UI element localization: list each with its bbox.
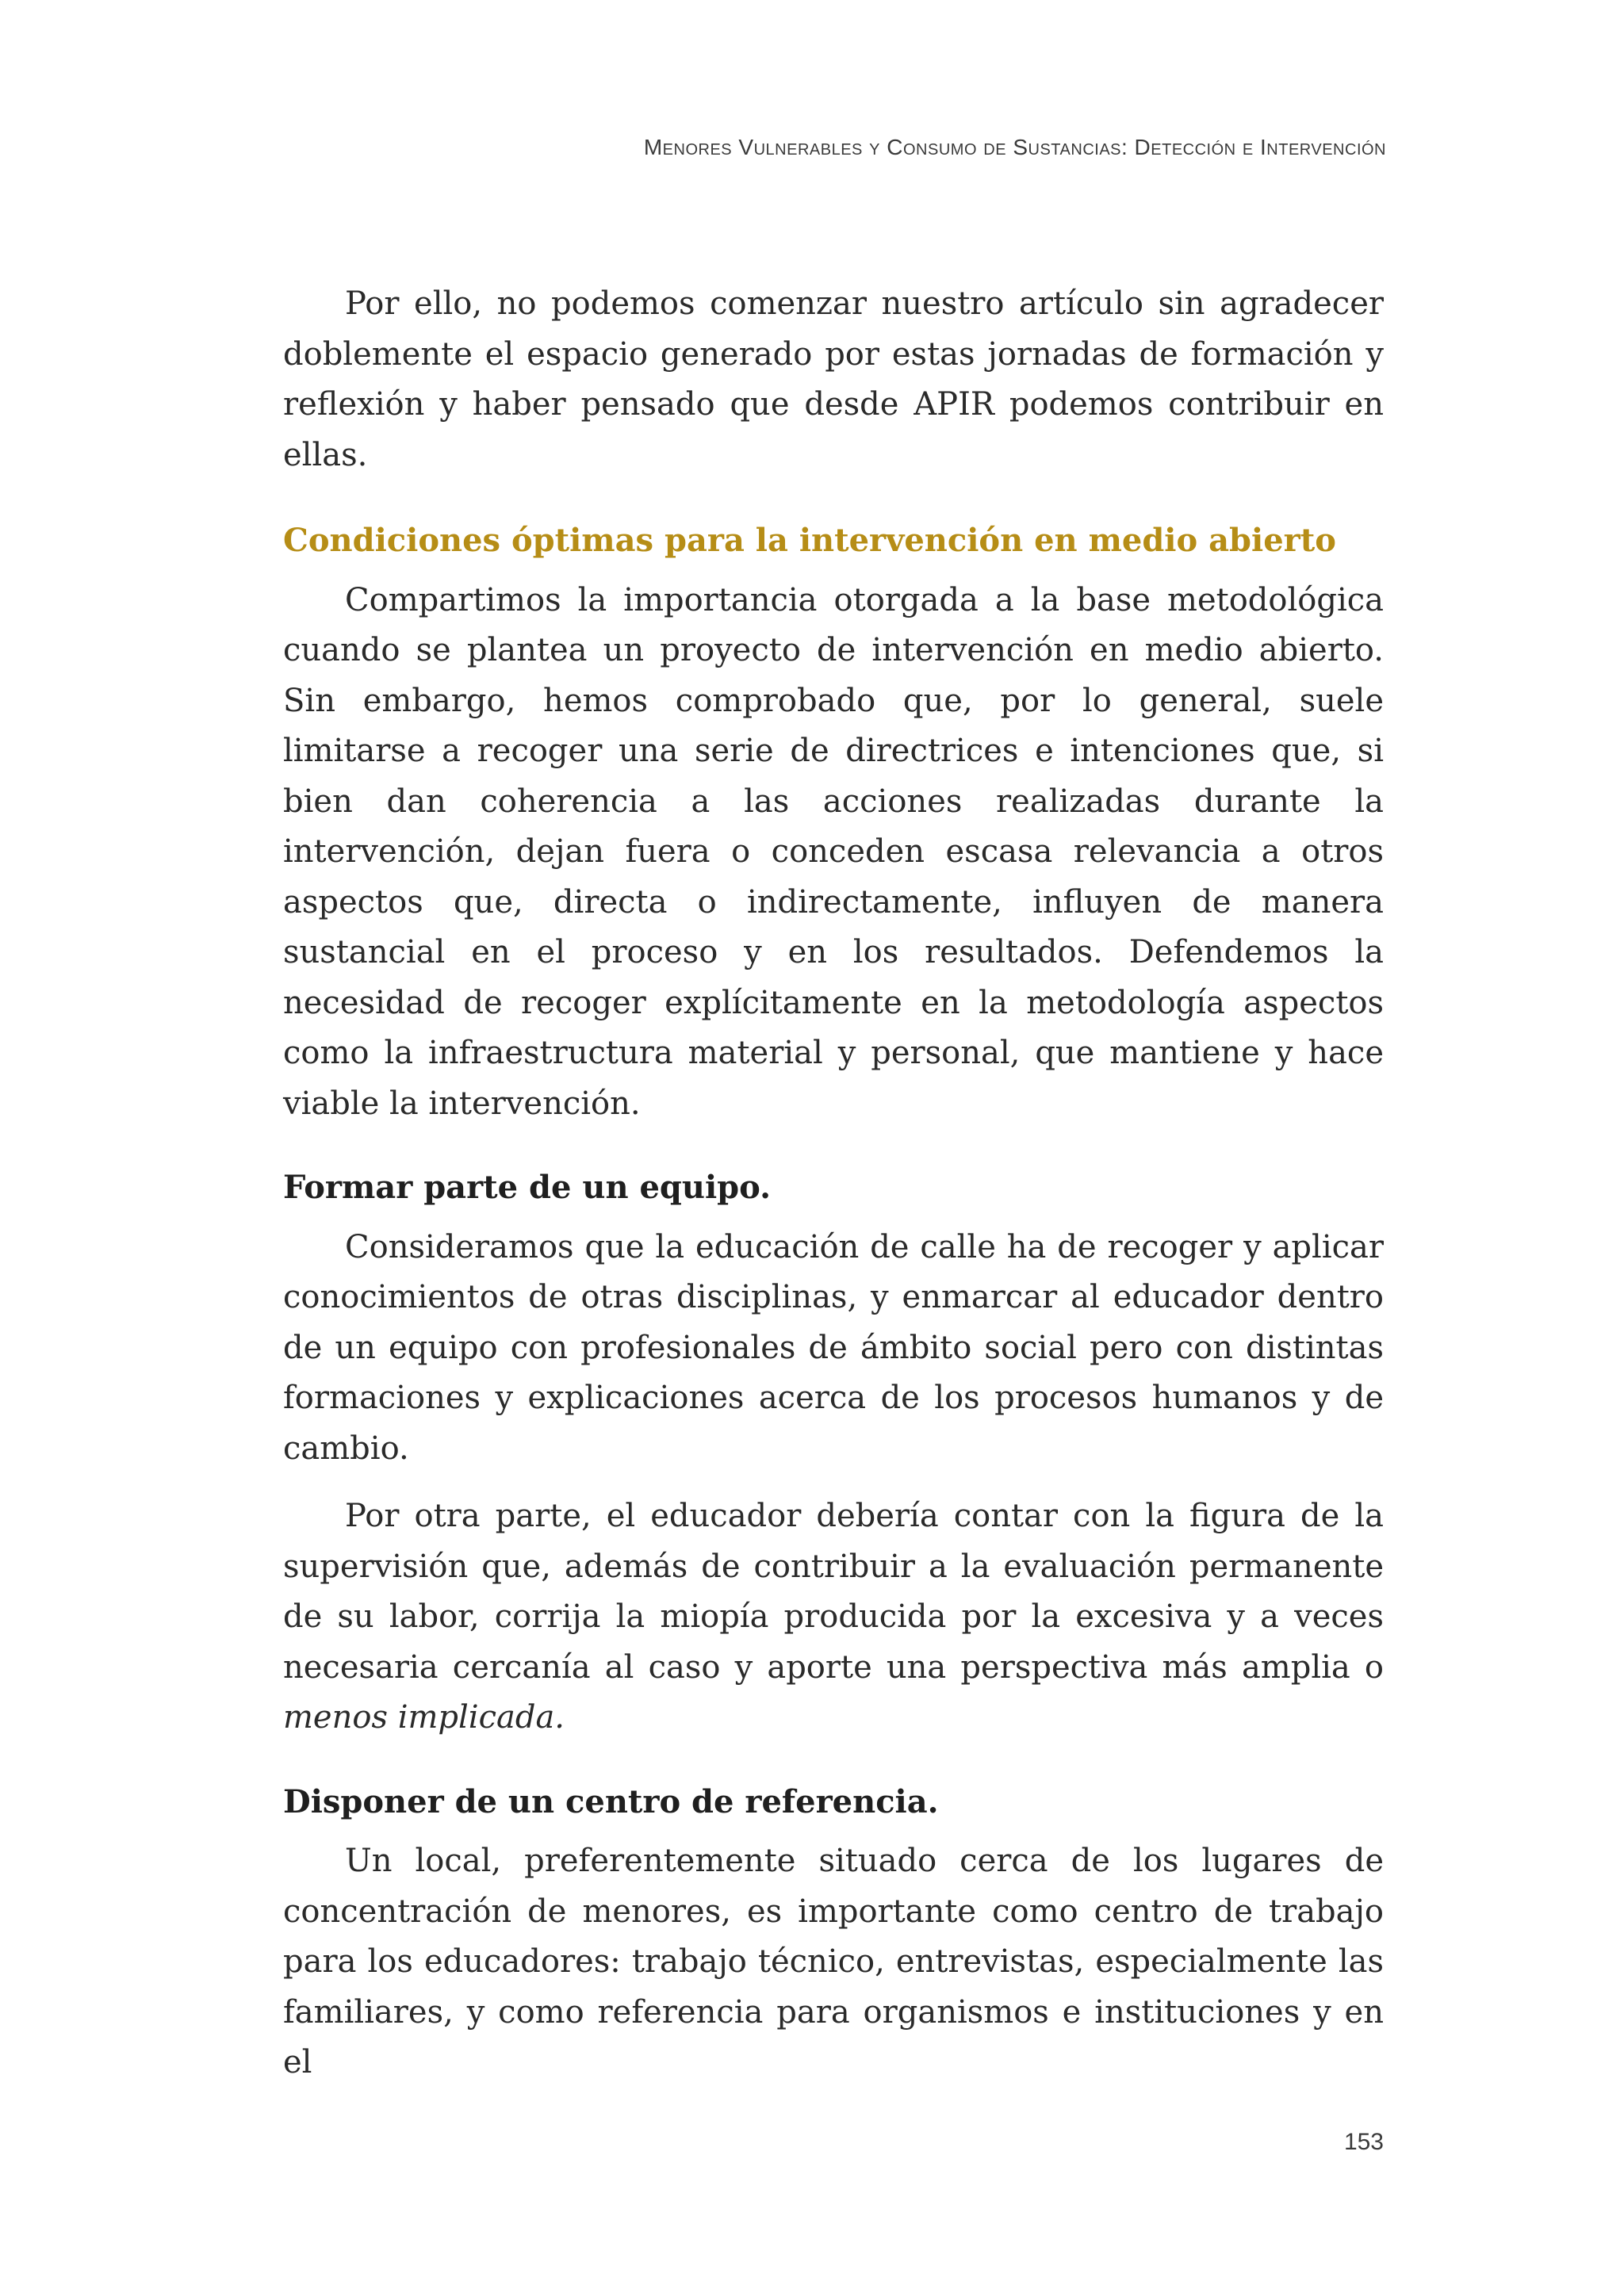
paragraph-supervision-italic: menos implicada.: [283, 1699, 565, 1736]
running-header: Menores Vulnerables y Consumo de Sustancias: Detección e Intervención: [643, 135, 1386, 159]
paragraph-reference-center: Un local, preferentemente situado cerca de los lugares de concentración de menores, es importante como centro de trabajo para los educadores: trabajo técnico, entrevistas, especialmente las familiares, y como referencia para organismos e instituciones y en el: [283, 1843, 1384, 2081]
paragraph-team: Consideramos que la educación de calle ha de recoger y aplicar conocimientos de otras disciplinas, y enmarcar al educador dentro de un equipo con profesionales de ámbito social pero con distintas formaciones y explicaciones acerca de los procesos humanos y de cambio.: [283, 1228, 1384, 1467]
page-number: 153: [1343, 2129, 1384, 2155]
subheading-reference-center: Disponer de un centro de referencia.: [283, 1782, 939, 1820]
paragraph-supervision: [283, 1491, 1384, 1744]
section-heading-conditions: Condiciones óptimas para la intervención en medio abierto: [283, 522, 1336, 559]
paragraph-intro: Por ello, no podemos comenzar nuestro artículo sin agradecer doblemente el espacio generado por estas jornadas de formación y reflexión y haber pensado que desde APIR podemos contribuir en ellas.: [283, 285, 1384, 473]
paragraph-methodology: Compartimos la importancia otorgada a la base metodológica cuando se plantea un proyecto de intervención en medio abierto. Sin embargo, hemos comprobado que, por lo general, suele limitarse a recoger una serie de directrices e intenciones que, si bien dan coherencia a las acciones realizadas durante la intervención, dejan fuera o conceden escasa relevancia a otros aspectos que, directa o indirectamente, influyen de manera sustancial en el proceso y en los resultados. Defendemos la necesidad de recoger explícitamente en la metodología aspectos como la infraestructura material y personal, que mantiene y hace viable la intervención.: [283, 581, 1384, 1122]
page-body: [283, 279, 1384, 2088]
paragraph-supervision-text: Por otra parte, el educador debería contar con la figura de la supervisión que, además de contribuir a la evaluación permanente de su labor, corrija la miopía producida por la excesiva y a veces necesaria cercanía al caso y aporte una perspectiva más amplia o: [283, 1498, 1384, 1686]
subheading-team: Formar parte de un equipo.: [283, 1169, 772, 1206]
